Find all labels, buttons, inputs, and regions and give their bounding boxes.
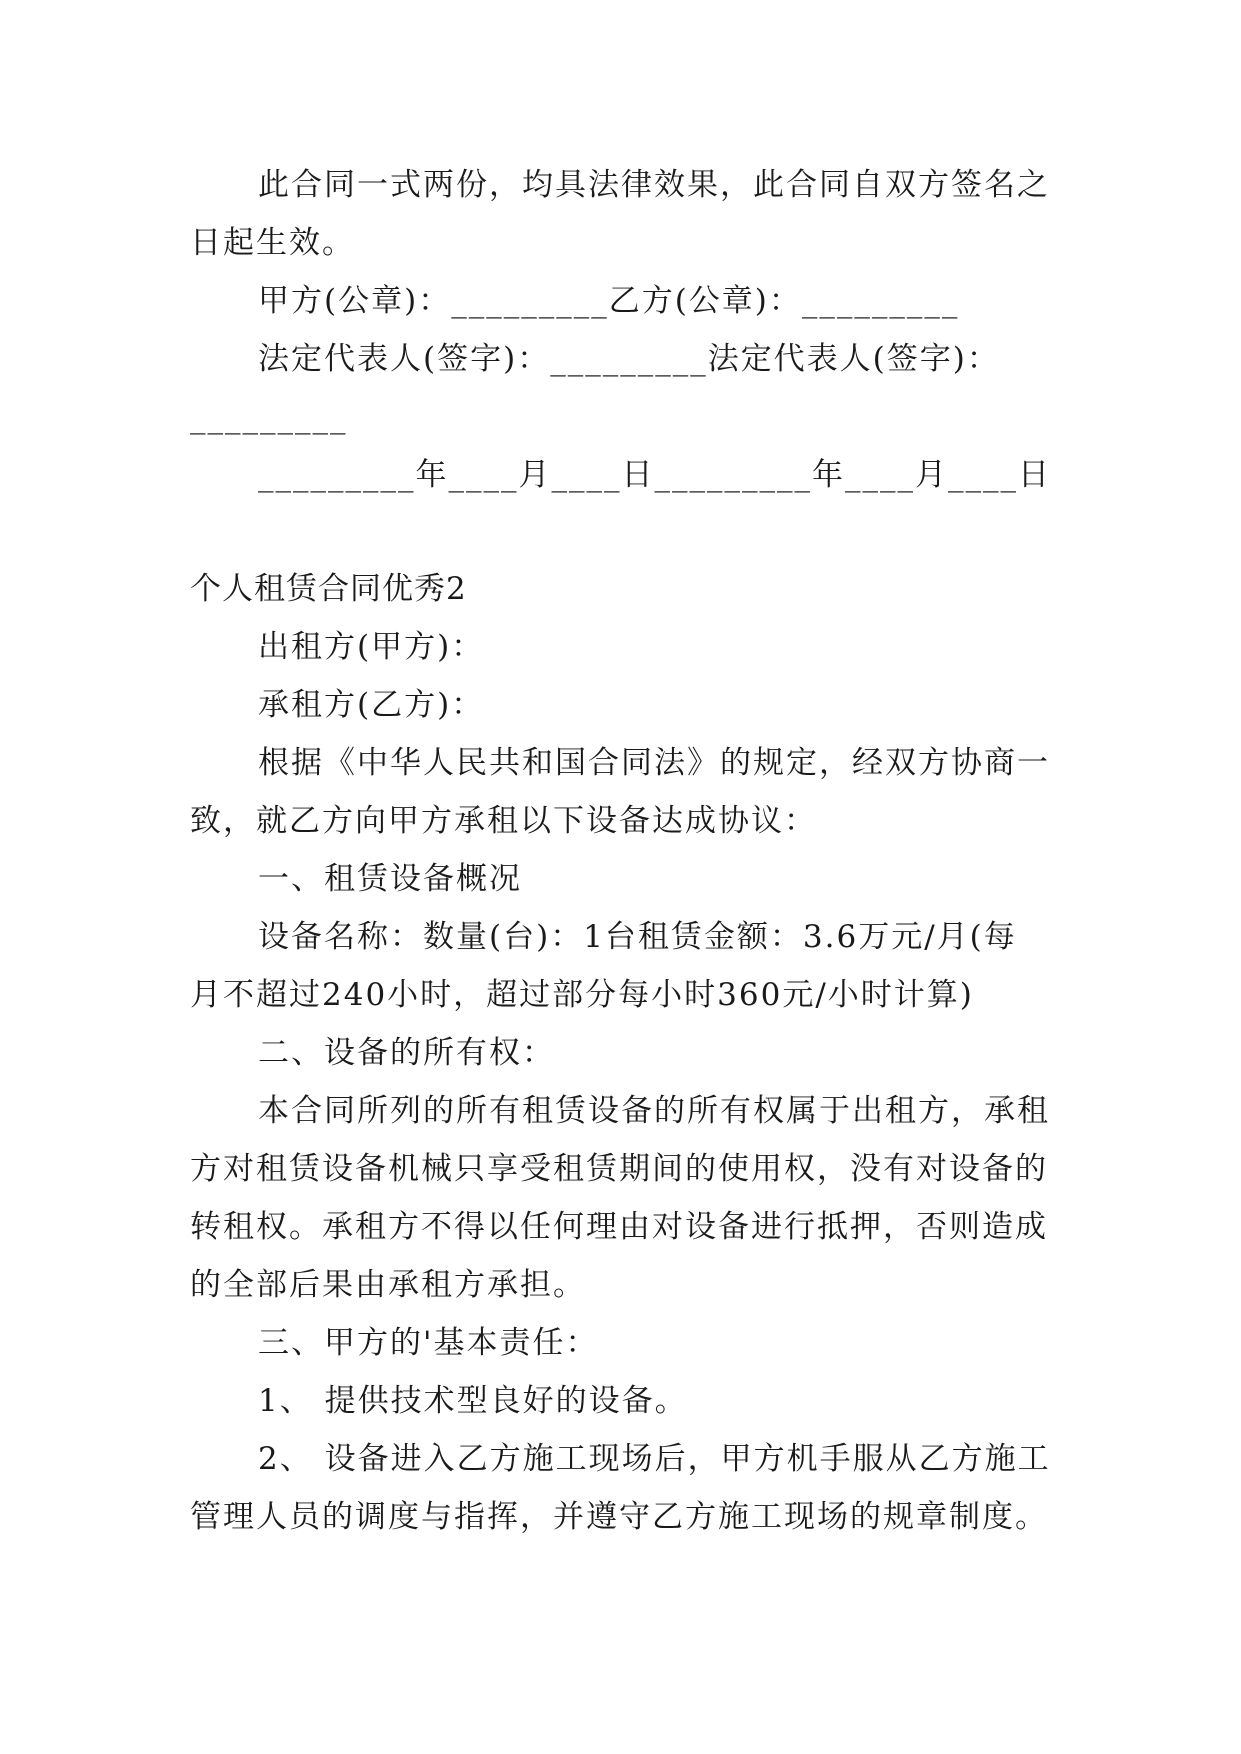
agreement-intro-line-1: 根据《中华人民共和国合同法》的规定，经双方协商一 [258, 745, 1050, 781]
ownership-line-3: 转租权。承租方不得以任何理由对设备进行抵押，否则造成 [190, 1209, 1048, 1245]
legal-representative-blank: _________ [190, 399, 348, 435]
responsibility-item-1: 1、 提供技术型良好的设备。 [258, 1383, 688, 1419]
clause-heading-2: 二、设备的所有权： [258, 1035, 555, 1071]
agreement-intro-line-2: 致，就乙方向甲方承租以下设备达成协议： [190, 803, 817, 839]
clause-heading-1: 一、租赁设备概况 [258, 861, 522, 897]
clause-heading-3: 三、甲方的'基本责任： [258, 1325, 599, 1361]
ownership-line-2: 方对租赁设备机械只享受租赁期间的使用权，没有对设备的 [190, 1151, 1048, 1187]
lessor-line: 出租方(甲方)： [258, 629, 485, 665]
lessee-line: 承租方(乙方)： [258, 687, 485, 723]
paragraph-effect-line-2: 日起生效。 [190, 225, 355, 261]
paragraph-effect-line-1: 此合同一式两份，均具法律效果，此合同自双方签名之 [258, 167, 1050, 203]
section-title: 个人租赁合同优秀2 [190, 571, 467, 607]
responsibility-item-2-line-1: 2、 设备进入乙方施工现场后，甲方机手服从乙方施工 [258, 1441, 1051, 1477]
equipment-details-line-2: 月不超过240小时，超过部分每小时360元/小时计算) [190, 977, 974, 1013]
party-seal-line: 甲方(公章)：_________乙方(公章)：_________ [258, 283, 960, 319]
legal-representative-line: 法定代表人(签字)：_________法定代表人(签字)： [258, 341, 1000, 377]
ownership-line-1: 本合同所列的所有租赁设备的所有权属于出租方，承租 [258, 1093, 1050, 1129]
date-line: _________年____月____日_________年____月____日 [258, 457, 1051, 493]
ownership-line-4: 的全部后果由承租方承担。 [190, 1267, 586, 1303]
equipment-details-line-1: 设备名称：数量(台)：1台租赁金额：3.6万元/月(每 [258, 919, 1017, 955]
responsibility-item-2-line-2: 管理人员的调度与指挥，并遵守乙方施工现场的规章制度。 [190, 1499, 1048, 1535]
